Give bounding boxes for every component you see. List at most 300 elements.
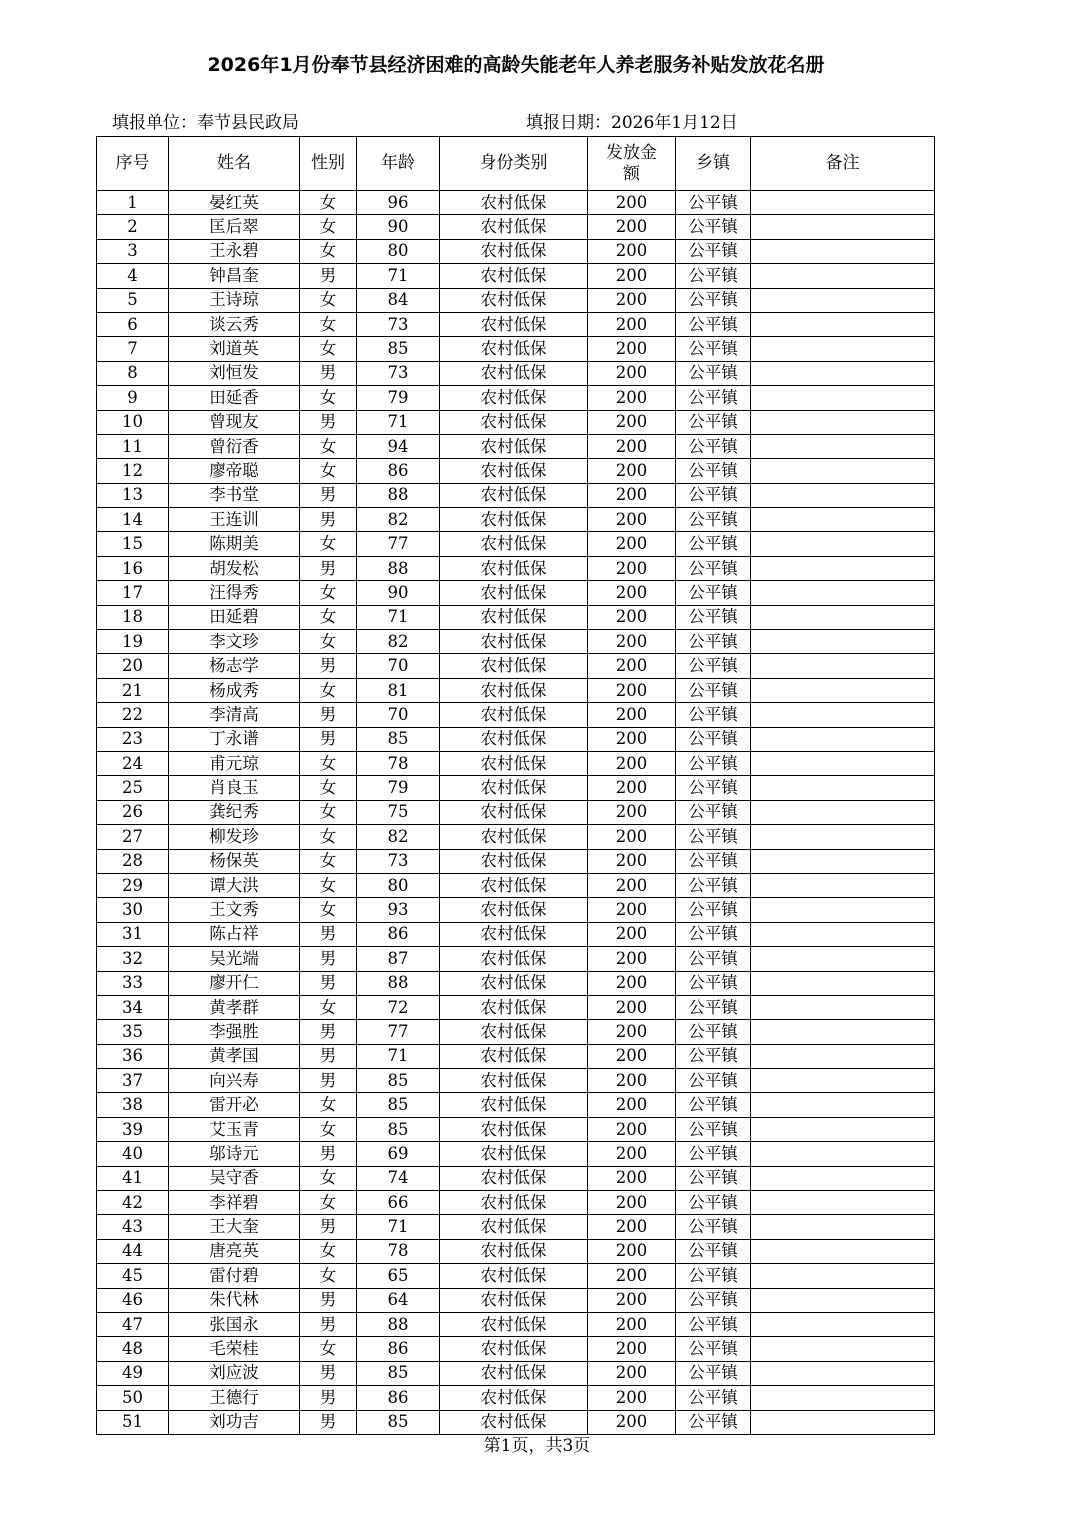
cell-amount: 200 [588,337,676,361]
cell-age: 84 [357,288,440,312]
cell-category: 农村低保 [440,800,588,824]
reporting-date: 填报日期：2026年1月12日 [526,113,738,133]
table-row [97,995,935,1019]
cell-category: 农村低保 [440,1288,588,1312]
cell-remark [751,1142,935,1166]
cell-category: 农村低保 [440,239,588,263]
cell-gender: 男 [300,508,357,532]
cell-remark [751,727,935,751]
cell-remark [751,1361,935,1385]
cell-town: 公平镇 [676,1166,751,1190]
cell-gender: 女 [300,1093,357,1117]
cell-name: 李文珍 [169,630,300,654]
cell-town: 公平镇 [676,337,751,361]
cell-category: 农村低保 [440,1361,588,1385]
cell-category: 农村低保 [440,995,588,1019]
cell-category: 农村低保 [440,288,588,312]
header-amount [588,137,676,191]
cell-gender: 男 [300,1215,357,1239]
cell-remark [751,630,935,654]
header-name: 姓名 [169,137,300,191]
cell-amount: 200 [588,873,676,897]
cell-no: 25 [97,776,169,800]
cell-age: 71 [357,605,440,629]
cell-name: 刘道英 [169,337,300,361]
cell-no: 47 [97,1312,169,1336]
cell-amount: 200 [588,922,676,946]
cell-age: 96 [357,191,440,215]
cell-gender: 女 [300,1337,357,1361]
cell-remark [751,825,935,849]
cell-gender: 女 [300,776,357,800]
cell-age: 70 [357,654,440,678]
cell-remark [751,337,935,361]
cell-town: 公平镇 [676,1215,751,1239]
cell-remark [751,386,935,410]
cell-town: 公平镇 [676,630,751,654]
cell-amount: 200 [588,995,676,1019]
cell-age: 80 [357,239,440,263]
cell-gender: 男 [300,1386,357,1410]
cell-no: 17 [97,581,169,605]
table-row [97,800,935,824]
cell-category: 农村低保 [440,703,588,727]
cell-town: 公平镇 [676,288,751,312]
cell-no: 20 [97,654,169,678]
table-row [97,556,935,580]
cell-age: 86 [357,459,440,483]
cell-town: 公平镇 [676,1020,751,1044]
table-row [97,483,935,507]
table-row [97,922,935,946]
cell-no: 49 [97,1361,169,1385]
cell-category: 农村低保 [440,727,588,751]
cell-gender: 女 [300,215,357,239]
cell-category: 农村低保 [440,1020,588,1044]
cell-age: 85 [357,1410,440,1434]
cell-amount: 200 [588,1020,676,1044]
cell-category: 农村低保 [440,532,588,556]
cell-remark [751,703,935,727]
cell-amount: 200 [588,1191,676,1215]
table-row [97,1386,935,1410]
table-row [97,703,935,727]
cell-age: 65 [357,1264,440,1288]
cell-town: 公平镇 [676,776,751,800]
cell-town: 公平镇 [676,1044,751,1068]
cell-remark [751,532,935,556]
cell-gender: 女 [300,191,357,215]
cell-name: 王连训 [169,508,300,532]
cell-category: 农村低保 [440,1239,588,1263]
cell-remark [751,1093,935,1117]
cell-category: 农村低保 [440,1142,588,1166]
cell-age: 90 [357,581,440,605]
cell-category: 农村低保 [440,264,588,288]
cell-remark [751,1069,935,1093]
cell-no: 39 [97,1117,169,1141]
cell-remark [751,434,935,458]
cell-no: 26 [97,800,169,824]
cell-name: 朱代林 [169,1288,300,1312]
cell-gender: 女 [300,1117,357,1141]
cell-remark [751,1239,935,1263]
cell-no: 11 [97,434,169,458]
cell-gender: 女 [300,1239,357,1263]
cell-remark [751,191,935,215]
cell-category: 农村低保 [440,751,588,775]
cell-amount: 200 [588,1142,676,1166]
cell-category: 农村低保 [440,361,588,385]
cell-remark [751,1166,935,1190]
cell-amount: 200 [588,776,676,800]
cell-town: 公平镇 [676,605,751,629]
cell-category: 农村低保 [440,947,588,971]
cell-category: 农村低保 [440,1093,588,1117]
cell-town: 公平镇 [676,800,751,824]
cell-gender: 男 [300,483,357,507]
cell-town: 公平镇 [676,995,751,1019]
cell-name: 杨保英 [169,849,300,873]
cell-name: 毛荣桂 [169,1337,300,1361]
table-row [97,751,935,775]
cell-category: 农村低保 [440,581,588,605]
cell-remark [751,1215,935,1239]
cell-gender: 男 [300,1069,357,1093]
cell-age: 77 [357,1020,440,1044]
table-row [97,361,935,385]
table-row [97,264,935,288]
cell-gender: 女 [300,898,357,922]
cell-gender: 男 [300,1142,357,1166]
cell-age: 70 [357,703,440,727]
cell-remark [751,1117,935,1141]
cell-amount: 200 [588,581,676,605]
cell-age: 88 [357,556,440,580]
cell-age: 64 [357,1288,440,1312]
table-row [97,678,935,702]
table-row [97,654,935,678]
cell-category: 农村低保 [440,410,588,434]
cell-age: 85 [357,337,440,361]
cell-town: 公平镇 [676,1312,751,1336]
table-row [97,581,935,605]
table-body [97,191,935,1435]
cell-name: 陈占祥 [169,922,300,946]
header-amount-line2: 额 [623,163,640,184]
cell-town: 公平镇 [676,1410,751,1434]
cell-age: 75 [357,800,440,824]
cell-remark [751,264,935,288]
cell-age: 74 [357,1166,440,1190]
cell-no: 23 [97,727,169,751]
cell-age: 90 [357,215,440,239]
cell-age: 78 [357,751,440,775]
cell-town: 公平镇 [676,556,751,580]
cell-gender: 男 [300,361,357,385]
cell-remark [751,239,935,263]
cell-name: 甫元琼 [169,751,300,775]
cell-category: 农村低保 [440,654,588,678]
cell-no: 35 [97,1020,169,1044]
cell-amount: 200 [588,1361,676,1385]
cell-town: 公平镇 [676,1142,751,1166]
cell-name: 吴光端 [169,947,300,971]
cell-town: 公平镇 [676,1239,751,1263]
cell-remark [751,971,935,995]
cell-town: 公平镇 [676,678,751,702]
cell-category: 农村低保 [440,630,588,654]
table-row [97,1166,935,1190]
cell-no: 24 [97,751,169,775]
cell-name: 柳发珍 [169,825,300,849]
table-row [97,825,935,849]
cell-amount: 200 [588,971,676,995]
cell-age: 71 [357,1044,440,1068]
cell-town: 公平镇 [676,703,751,727]
cell-amount: 200 [588,1093,676,1117]
cell-amount: 200 [588,1337,676,1361]
cell-gender: 男 [300,703,357,727]
cell-town: 公平镇 [676,434,751,458]
cell-town: 公平镇 [676,581,751,605]
table-row [97,849,935,873]
cell-remark [751,605,935,629]
cell-name: 李清高 [169,703,300,727]
cell-town: 公平镇 [676,1093,751,1117]
cell-amount: 200 [588,947,676,971]
cell-amount: 200 [588,312,676,336]
header-remark: 备注 [751,137,935,191]
cell-category: 农村低保 [440,1191,588,1215]
cell-town: 公平镇 [676,1069,751,1093]
cell-town: 公平镇 [676,971,751,995]
cell-category: 农村低保 [440,1264,588,1288]
cell-gender: 女 [300,288,357,312]
cell-age: 77 [357,532,440,556]
cell-gender: 女 [300,532,357,556]
cell-amount: 200 [588,898,676,922]
cell-gender: 男 [300,1312,357,1336]
table-row [97,239,935,263]
header-no: 序号 [97,137,169,191]
cell-age: 71 [357,1215,440,1239]
cell-age: 79 [357,776,440,800]
header-town: 乡镇 [676,137,751,191]
cell-gender: 女 [300,630,357,654]
cell-amount: 200 [588,459,676,483]
cell-name: 王文秀 [169,898,300,922]
cell-town: 公平镇 [676,947,751,971]
cell-no: 36 [97,1044,169,1068]
cell-no: 10 [97,410,169,434]
cell-name: 王大奎 [169,1215,300,1239]
cell-name: 廖帝聪 [169,459,300,483]
cell-name: 雷开必 [169,1093,300,1117]
cell-no: 31 [97,922,169,946]
table-row [97,312,935,336]
table-row [97,434,935,458]
cell-remark [751,361,935,385]
table-row [97,1264,935,1288]
cell-amount: 200 [588,1239,676,1263]
cell-remark [751,849,935,873]
cell-town: 公平镇 [676,361,751,385]
cell-gender: 男 [300,1288,357,1312]
cell-no: 3 [97,239,169,263]
cell-name: 谈云秀 [169,312,300,336]
cell-name: 雷付碧 [169,1264,300,1288]
cell-gender: 男 [300,1044,357,1068]
cell-category: 农村低保 [440,776,588,800]
cell-name: 曾衍香 [169,434,300,458]
cell-age: 88 [357,1312,440,1336]
cell-town: 公平镇 [676,825,751,849]
cell-name: 杨志学 [169,654,300,678]
cell-name: 刘功吉 [169,1410,300,1434]
cell-gender: 女 [300,1166,357,1190]
cell-remark [751,1312,935,1336]
cell-town: 公平镇 [676,727,751,751]
cell-category: 农村低保 [440,1044,588,1068]
cell-age: 85 [357,1093,440,1117]
cell-category: 农村低保 [440,678,588,702]
cell-town: 公平镇 [676,410,751,434]
cell-category: 农村低保 [440,459,588,483]
cell-town: 公平镇 [676,898,751,922]
cell-name: 刘应波 [169,1361,300,1385]
cell-remark [751,1020,935,1044]
cell-name: 王永碧 [169,239,300,263]
cell-remark [751,873,935,897]
cell-remark [751,556,935,580]
cell-category: 农村低保 [440,922,588,946]
cell-amount: 200 [588,1044,676,1068]
header-age: 年龄 [357,137,440,191]
cell-amount: 200 [588,1410,676,1434]
cell-no: 1 [97,191,169,215]
cell-remark [751,508,935,532]
cell-amount: 200 [588,678,676,702]
cell-remark [751,776,935,800]
cell-gender: 男 [300,410,357,434]
cell-age: 73 [357,312,440,336]
cell-name: 胡发松 [169,556,300,580]
page-footer: 第1页，共3页 [483,1436,591,1456]
cell-town: 公平镇 [676,1288,751,1312]
cell-name: 钟昌奎 [169,264,300,288]
table-row [97,630,935,654]
cell-remark [751,1386,935,1410]
cell-remark [751,1337,935,1361]
cell-age: 88 [357,971,440,995]
cell-no: 48 [97,1337,169,1361]
table-row [97,410,935,434]
cell-amount: 200 [588,1264,676,1288]
cell-remark [751,459,935,483]
cell-name: 田延香 [169,386,300,410]
cell-category: 农村低保 [440,434,588,458]
cell-category: 农村低保 [440,825,588,849]
cell-town: 公平镇 [676,483,751,507]
cell-gender: 女 [300,605,357,629]
cell-no: 30 [97,898,169,922]
header-gender: 性别 [300,137,357,191]
cell-name: 陈期美 [169,532,300,556]
cell-name: 廖开仁 [169,971,300,995]
cell-name: 谭大洪 [169,873,300,897]
cell-no: 51 [97,1410,169,1434]
cell-gender: 男 [300,971,357,995]
cell-category: 农村低保 [440,873,588,897]
cell-age: 88 [357,483,440,507]
cell-age: 85 [357,727,440,751]
cell-gender: 女 [300,386,357,410]
cell-no: 13 [97,483,169,507]
cell-gender: 女 [300,581,357,605]
cell-gender: 女 [300,239,357,263]
cell-age: 82 [357,508,440,532]
cell-gender: 女 [300,825,357,849]
table-row [97,1142,935,1166]
cell-no: 41 [97,1166,169,1190]
table-row [97,1239,935,1263]
cell-age: 69 [357,1142,440,1166]
cell-amount: 200 [588,849,676,873]
cell-town: 公平镇 [676,654,751,678]
cell-remark [751,995,935,1019]
cell-no: 5 [97,288,169,312]
cell-age: 82 [357,630,440,654]
cell-category: 农村低保 [440,1117,588,1141]
cell-gender: 女 [300,312,357,336]
table-row [97,1117,935,1141]
cell-name: 唐亮英 [169,1239,300,1263]
cell-name: 汪得秀 [169,581,300,605]
cell-name: 晏红英 [169,191,300,215]
cell-town: 公平镇 [676,1191,751,1215]
document-title: 2026年1月份奉节县经济困难的高龄失能老年人养老服务补贴发放花名册 [207,54,825,76]
cell-age: 93 [357,898,440,922]
cell-gender: 男 [300,1361,357,1385]
cell-name: 曾现友 [169,410,300,434]
cell-category: 农村低保 [440,849,588,873]
cell-name: 龚纪秀 [169,800,300,824]
cell-category: 农村低保 [440,1312,588,1336]
cell-amount: 200 [588,191,676,215]
cell-no: 12 [97,459,169,483]
cell-amount: 200 [588,654,676,678]
cell-gender: 女 [300,849,357,873]
cell-no: 40 [97,1142,169,1166]
cell-category: 农村低保 [440,898,588,922]
cell-amount: 200 [588,1288,676,1312]
cell-town: 公平镇 [676,873,751,897]
cell-age: 86 [357,1386,440,1410]
cell-town: 公平镇 [676,1117,751,1141]
cell-remark [751,312,935,336]
cell-age: 73 [357,849,440,873]
table-row [97,1093,935,1117]
cell-name: 邬诗元 [169,1142,300,1166]
table-row [97,337,935,361]
cell-remark [751,288,935,312]
cell-name: 丁永谱 [169,727,300,751]
cell-town: 公平镇 [676,508,751,532]
cell-category: 农村低保 [440,1166,588,1190]
cell-no: 38 [97,1093,169,1117]
cell-age: 78 [357,1239,440,1263]
